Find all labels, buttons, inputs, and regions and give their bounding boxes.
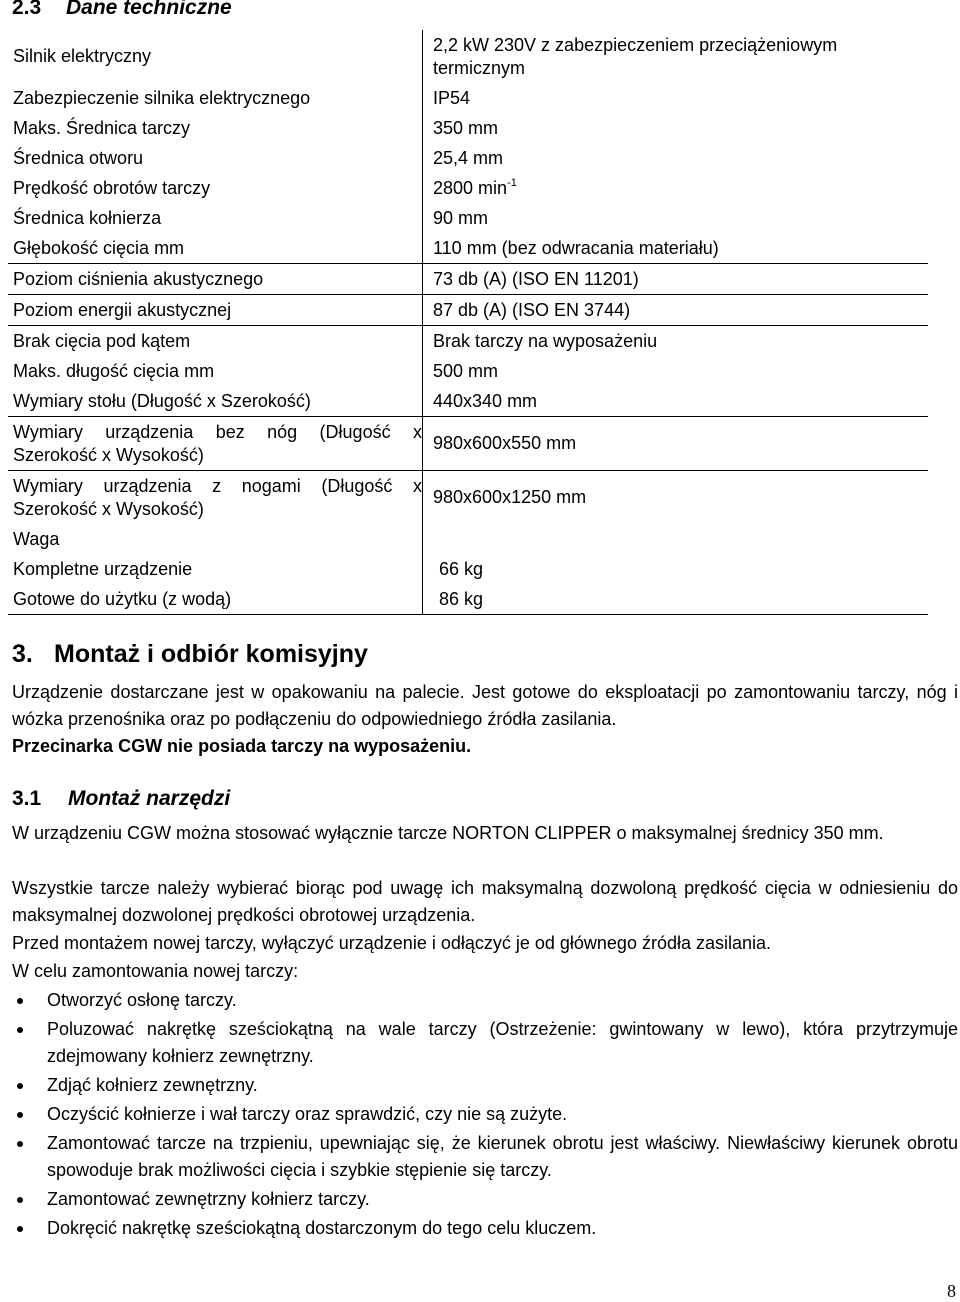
section3-heading xyxy=(12,640,368,669)
spec-label: Silnik elektryczny xyxy=(8,30,423,83)
table-row xyxy=(8,143,928,173)
spec-label: Maks. Średnica tarczy xyxy=(8,113,423,143)
list-item xyxy=(12,1215,958,1242)
spec-label: Zabezpieczenie silnika elektrycznego xyxy=(8,83,423,113)
spec-value xyxy=(423,524,929,554)
table-row xyxy=(8,264,928,295)
section31-title: Montaż narzędzi xyxy=(68,787,231,810)
section31-number: 3.1 xyxy=(12,787,42,810)
section31-paragraph: Przed montażem nowej tarczy, wyłączyć urządzenie i odłączyć je od głównego źródła zasilania. xyxy=(12,933,772,953)
bullet-icon xyxy=(17,1226,23,1232)
spec-value: 980x600x1250 mm xyxy=(433,487,587,507)
table-row xyxy=(8,524,928,554)
list-item-text: Oczyścić kołnierze i wał tarczy oraz sprawdzić, czy nie są zużyte. xyxy=(47,1104,568,1124)
table-row xyxy=(8,30,928,83)
spec-value: 440x340 mm xyxy=(423,386,929,417)
spec-label: Prędkość obrotów tarczy xyxy=(8,173,423,203)
spec-label: Poziom energii akustycznej xyxy=(8,295,423,326)
spec-value: Brak tarczy na wyposażeniu xyxy=(433,330,658,351)
spec-value: 500 mm xyxy=(433,360,499,381)
spec-value: 25,4 mm xyxy=(433,147,504,168)
spec-label: Waga xyxy=(8,524,423,554)
spec-value: IP54 xyxy=(433,87,471,108)
spec-value: 87 db (A) (ISO EN 3744) xyxy=(423,295,929,326)
bullet-icon xyxy=(17,1141,23,1147)
list-item xyxy=(12,1186,958,1213)
section31-paragraph: W urządzeniu CGW można stosować wyłącznie tarcze NORTON CLIPPER o maksymalnej średnicy 350 mm. xyxy=(12,823,884,843)
table-row xyxy=(8,173,928,203)
page-number: 8 xyxy=(947,1281,956,1301)
section-number: 2.3 xyxy=(12,0,42,19)
spec-label: Wymiary urządzenia z nogami (Długość x Szerokość x Wysokość) xyxy=(8,471,423,525)
section-heading xyxy=(12,0,232,20)
spec-label: Średnica otworu xyxy=(8,143,423,173)
mounting-steps-list xyxy=(12,987,958,1244)
table-row xyxy=(8,471,928,525)
list-item xyxy=(12,1101,958,1128)
spec-table xyxy=(8,30,928,615)
list-item-text: Poluzować nakrętkę sześciokątną na wale tarczy (Ostrzeżenie: gwintowany w lewo), która przytrzymuje zdejmowany kołnierz zewnętrzny. xyxy=(47,1019,958,1066)
section31-paragraph: W celu zamontowania nowej tarczy: xyxy=(12,961,299,981)
spec-value: 980x600x550 mm xyxy=(423,417,929,471)
bullet-icon xyxy=(17,1112,23,1118)
table-row xyxy=(8,554,928,584)
spec-label: Wymiary stołu (Długość x Szerokość) xyxy=(8,386,423,417)
spec-label: Maks. długość cięcia mm xyxy=(8,356,423,386)
section3-number: 3. xyxy=(12,640,33,668)
section3-title: Montaż i odbiór komisyjny xyxy=(54,640,368,668)
section-title: Dane techniczne xyxy=(66,0,232,19)
table-row xyxy=(8,113,928,143)
spec-value: 66 kg xyxy=(439,558,484,579)
spec-label: Poziom ciśnienia akustycznego xyxy=(8,264,423,295)
list-item-text: Otworzyć osłonę tarczy. xyxy=(47,990,237,1010)
spec-label: Brak cięcia pod kątem xyxy=(8,326,423,357)
table-row xyxy=(8,203,928,233)
table-row xyxy=(8,386,928,417)
spec-value: 86 kg xyxy=(423,584,929,615)
spec-value: 110 mm (bez odwracania materiału) xyxy=(423,233,929,264)
table-row xyxy=(8,417,928,471)
spec-value-superscript: -1 xyxy=(507,176,517,189)
spec-label: Głębokość cięcia mm xyxy=(8,233,423,264)
bullet-icon xyxy=(17,1027,23,1033)
table-row xyxy=(8,233,928,264)
section3-note: Przecinarka CGW nie posiada tarczy na wyposażeniu. xyxy=(12,736,472,756)
bullet-icon xyxy=(17,1083,23,1089)
table-row xyxy=(8,295,928,326)
list-item xyxy=(12,1130,958,1184)
table-row xyxy=(8,356,928,386)
bullet-icon xyxy=(17,1197,23,1203)
spec-label: Kompletne urządzenie xyxy=(8,554,423,584)
section3-paragraph: Urządzenie dostarczane jest w opakowaniu na palecie. Jest gotowe do eksploatacji po zamontowaniu tarczy, nóg i wózka przenośnika oraz po podłączeniu do odpowiedniego źródła zasilania. xyxy=(12,682,958,729)
list-item-text: Dokręcić nakrętkę sześciokątną dostarczonym do tego celu kluczem. xyxy=(47,1218,597,1238)
spec-value: 2,2 kW 230V z zabezpieczeniem przeciążeniowym termicznym xyxy=(433,34,838,78)
spec-label: Gotowe do użytku (z wodą) xyxy=(8,584,423,615)
spec-value: 350 mm xyxy=(433,117,499,138)
table-row xyxy=(8,83,928,113)
list-item xyxy=(12,1016,958,1070)
spec-label: Wymiary urządzenia bez nóg (Długość x Szerokość x Wysokość) xyxy=(8,417,423,471)
table-row xyxy=(8,326,928,357)
spec-label: Średnica kołnierza xyxy=(8,203,423,233)
bullet-icon xyxy=(17,998,23,1004)
list-item xyxy=(12,987,958,1014)
table-row xyxy=(8,584,928,615)
spec-value: 73 db (A) (ISO EN 11201) xyxy=(423,264,929,295)
list-item xyxy=(12,1072,958,1099)
list-item-text: Zamontować tarcze na trzpieniu, upewniając się, że kierunek obrotu jest właściwy. Niewłaściwy kierunek obrotu spowoduje brak możliwości cięcia i szybkie stępienie się tarczy. xyxy=(47,1133,958,1180)
spec-value-text: 2800 min xyxy=(433,177,508,198)
section31-heading xyxy=(12,787,230,811)
spec-value: 90 mm xyxy=(433,207,489,228)
list-item-text: Zdjąć kołnierz zewnętrzny. xyxy=(47,1075,258,1095)
section31-paragraph: Wszystkie tarcze należy wybierać biorąc pod uwagę ich maksymalną dozwoloną prędkość cięcia w odniesieniu do maksymalnej dozwolonej prędkości obrotowej urządzenia. xyxy=(12,878,958,925)
list-item-text: Zamontować zewnętrzny kołnierz tarczy. xyxy=(47,1189,370,1209)
spec-value xyxy=(423,173,929,203)
